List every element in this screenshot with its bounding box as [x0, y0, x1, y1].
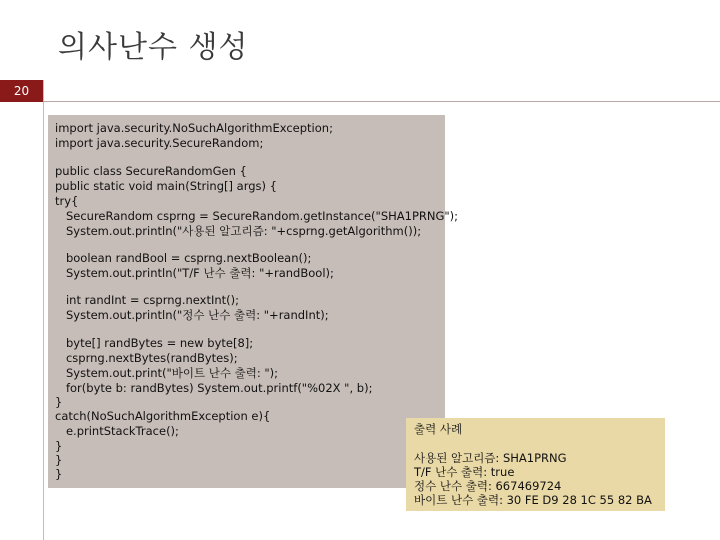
code-line: }	[55, 395, 63, 409]
output-heading: 출력 사례	[414, 422, 463, 436]
code-line: System.out.println("사용된 알고리즘: "+csprng.getAlgorithm());	[55, 224, 422, 238]
output-line: T/F 난수 출력: true	[414, 465, 515, 479]
code-line: }	[55, 453, 63, 467]
code-line: import java.security.NoSuchAlgorithmException;	[55, 121, 333, 135]
output-panel	[406, 418, 665, 511]
code-line: System.out.println("T/F 난수 출력: "+randBool);	[55, 266, 334, 280]
vertical-divider	[43, 80, 44, 540]
code-line: public class SecureRandomGen {	[55, 164, 247, 178]
code-line: try{	[55, 194, 79, 208]
code-line: for(byte b: randBytes) System.out.printf("%02X ", b);	[55, 381, 373, 395]
output-line: 정수 난수 출력: 667469724	[414, 479, 562, 493]
code-line: }	[55, 439, 63, 453]
code-line: csprng.nextBytes(randBytes);	[55, 351, 238, 365]
code-line: public static void main(String[] args) {	[55, 179, 277, 193]
code-line: boolean randBool = csprng.nextBoolean();	[55, 251, 312, 265]
page-number-badge: 20	[0, 80, 43, 102]
slide-title: 의사난수 생성	[58, 30, 249, 65]
code-line: byte[] randBytes = new byte[8];	[55, 336, 254, 350]
code-line: int randInt = csprng.nextInt();	[55, 293, 240, 307]
output-line: 바이트 난수 출력: 30 FE D9 28 1C 55 82 BA	[414, 493, 652, 507]
horizontal-divider	[43, 101, 720, 102]
code-line: import java.security.SecureRandom;	[55, 136, 264, 150]
code-line: e.printStackTrace();	[55, 424, 179, 438]
code-line: System.out.println("정수 난수 출력: "+randInt);	[55, 308, 329, 322]
code-line: SecureRandom csprng = SecureRandom.getInstance("SHA1PRNG");	[55, 209, 459, 223]
code-line: }	[55, 467, 63, 481]
code-line: System.out.print("바이트 난수 출력: ");	[55, 366, 279, 380]
code-panel	[48, 115, 459, 488]
output-line: 사용된 알고리즘: SHA1PRNG	[414, 451, 567, 465]
code-line: catch(NoSuchAlgorithmException e){	[55, 409, 271, 423]
